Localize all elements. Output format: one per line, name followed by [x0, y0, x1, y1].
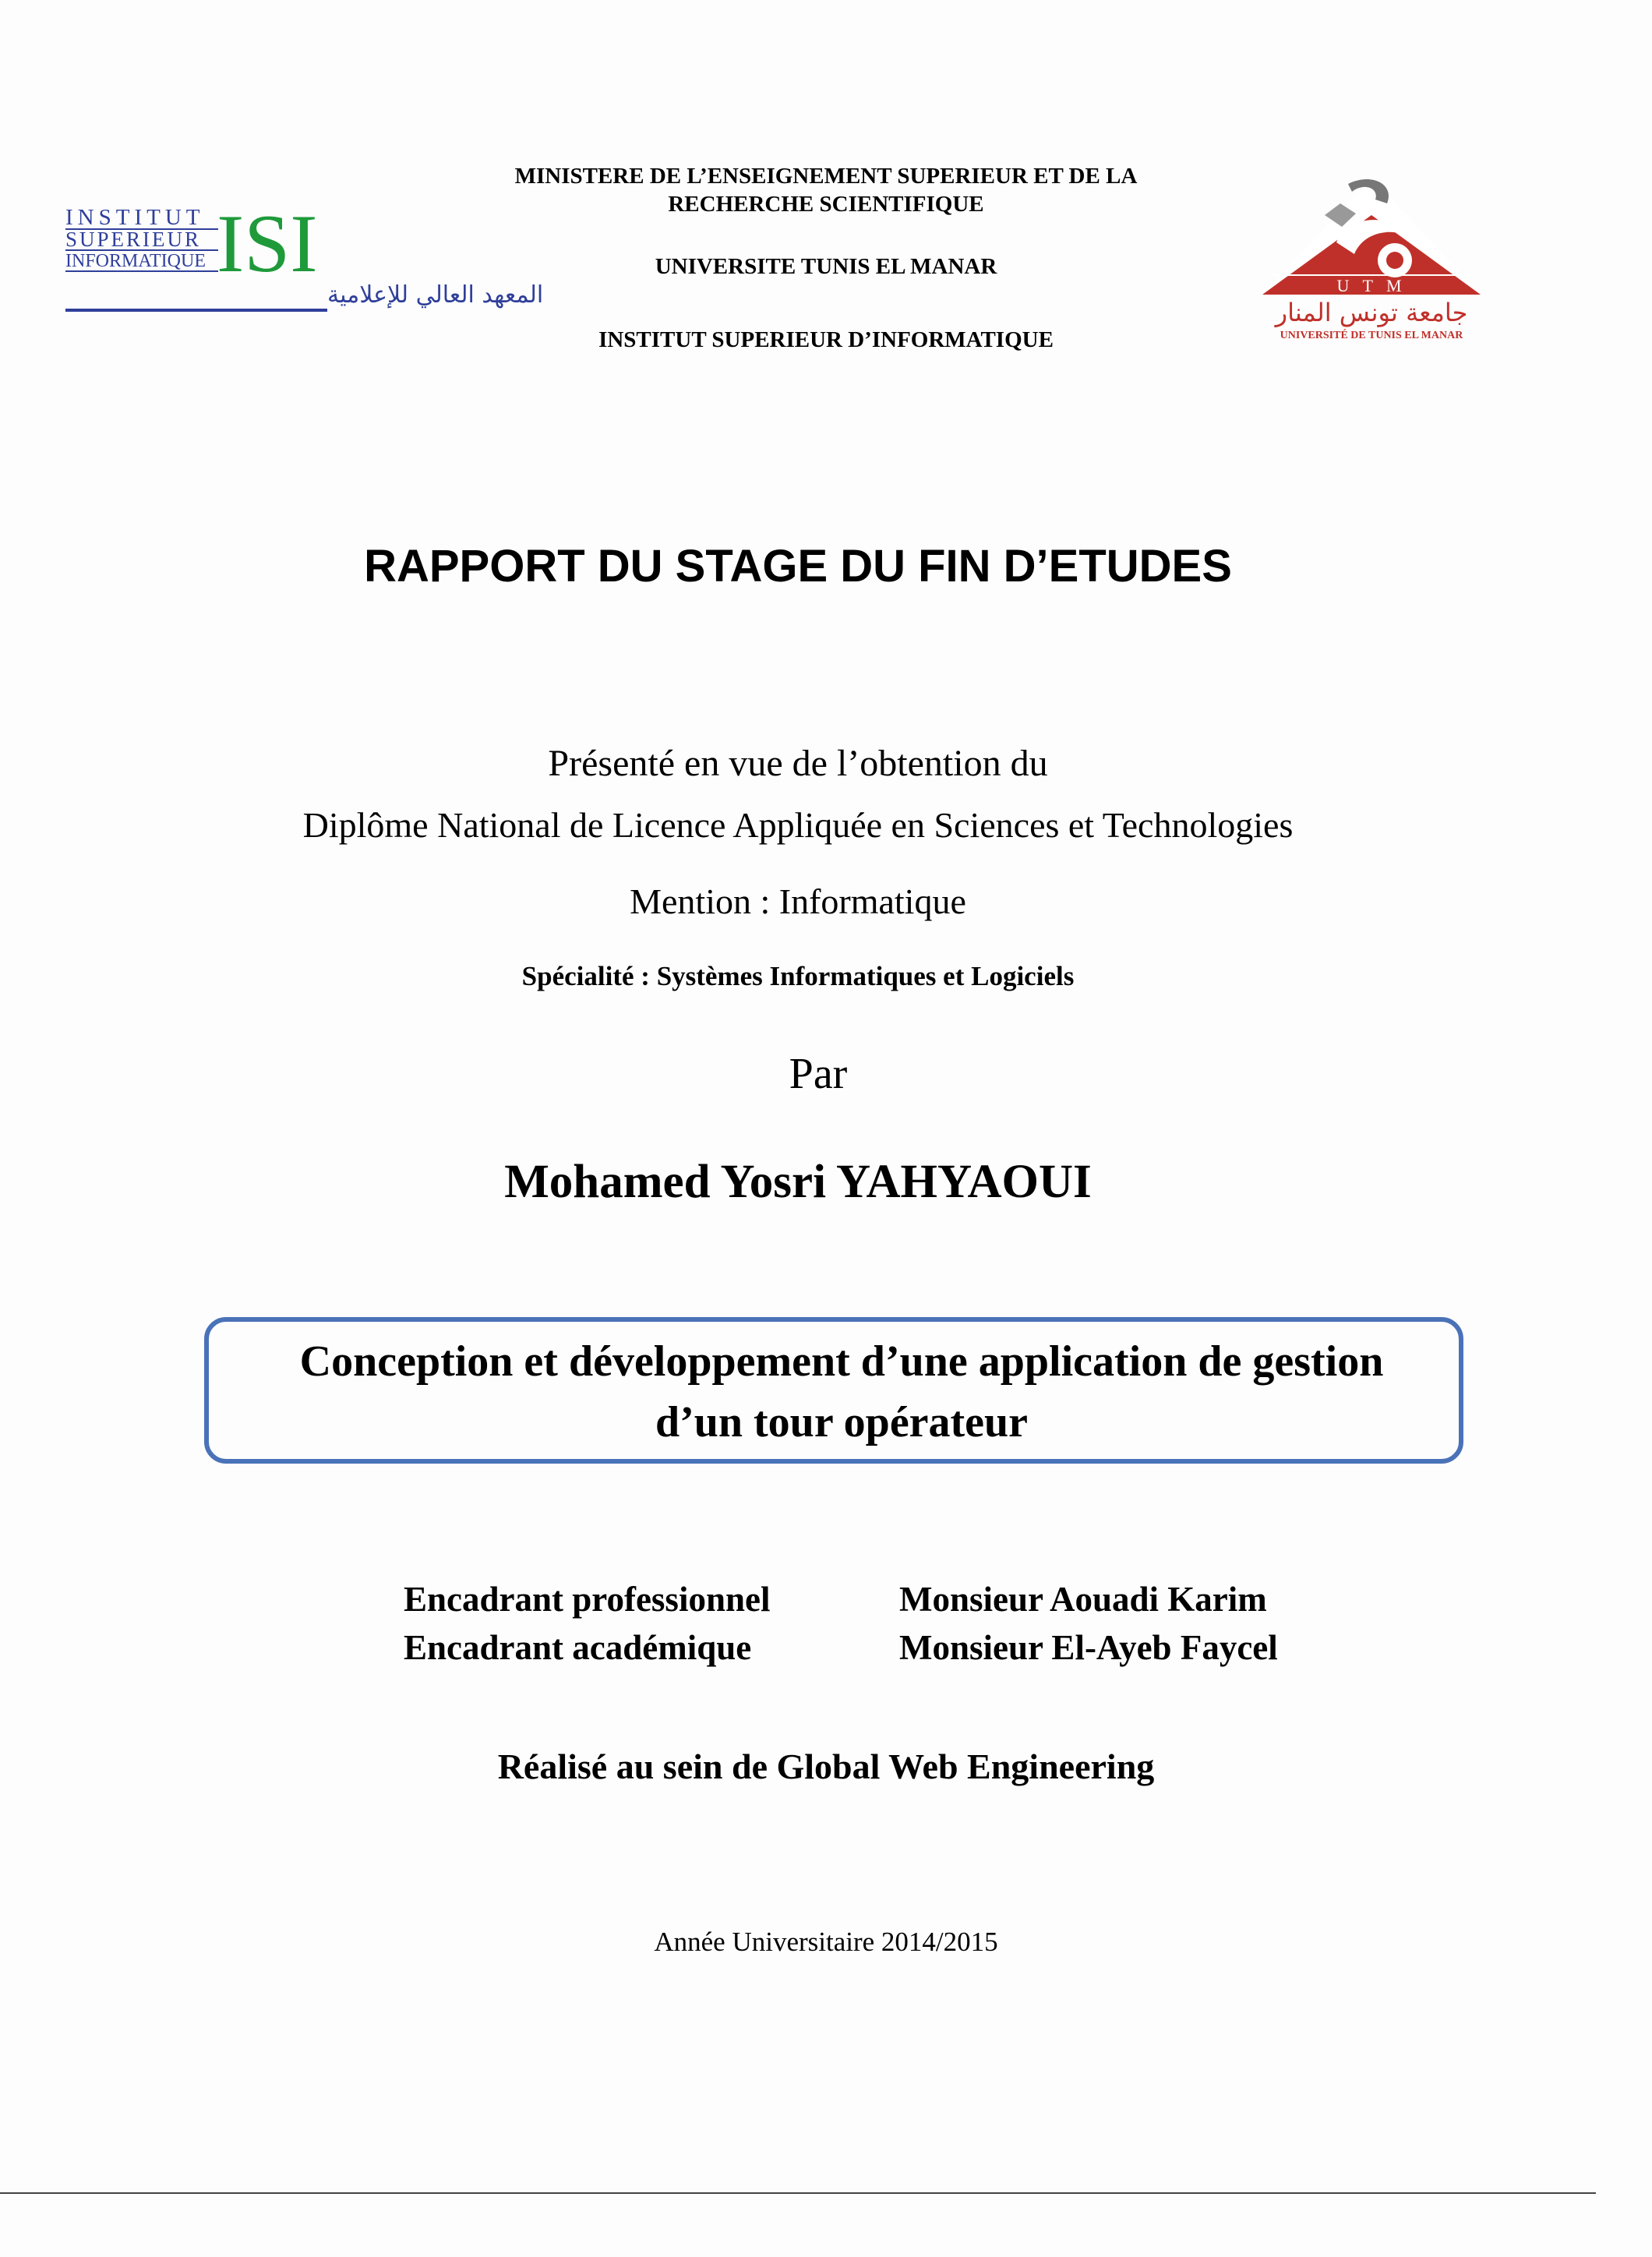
page-bottom-divider — [0, 2192, 1596, 2194]
author-name: Mohamed Yosri YAHYAOUI — [504, 1156, 1092, 1208]
presented-for-text: Présenté en vue de l’obtention du — [548, 743, 1048, 784]
ministry-line-1: MINISTERE DE L’ENSEIGNEMENT SUPERIEUR ET DE LA — [514, 164, 1138, 189]
isi-logo-line3: INFORMATIQUE — [65, 251, 206, 271]
company-text: Réalisé au sein de Global Web Engineering — [497, 1747, 1155, 1786]
isi-logo — [62, 198, 544, 318]
institute-name: INSTITUT SUPERIEUR D’INFORMATIQUE — [598, 327, 1054, 352]
mention-text: Mention : Informatique — [630, 881, 966, 921]
supervisor-role-professional: Encadrant professionnel — [404, 1580, 771, 1619]
utm-logo-arabic: جامعة تونس المنار — [1275, 298, 1468, 327]
isi-logo-line1: INSTITUT — [65, 205, 205, 230]
isi-logo-arabic: المعهد العالي للإعلامية — [327, 281, 544, 309]
utm-logo-caption: UNIVERSITÉ DE TUNIS EL MANAR — [1280, 330, 1463, 341]
isi-logo-graphic — [62, 198, 544, 318]
supervisor-name-professional: Monsieur Aouadi Karim — [899, 1580, 1267, 1619]
subject-line-1: Conception et développement d’une application de gestion — [299, 1337, 1384, 1386]
diploma-text: Diplôme National de Licence Appliquée en Sciences et Technologies — [302, 805, 1294, 845]
isi-logo-acronym: ISI — [217, 198, 318, 289]
ministry-heading — [436, 162, 1216, 218]
utm-logo-graphic — [1255, 168, 1488, 348]
par-text: Par — [789, 1050, 848, 1098]
supervisor-name-academic: Monsieur El-Ayeb Faycel — [899, 1628, 1278, 1667]
subject-line-2: d’un tour opérateur — [655, 1398, 1029, 1446]
specialty-text: Spécialité : Systèmes Informatiques et Logiciels — [521, 961, 1075, 991]
utm-logo-letters: U T M — [1336, 276, 1407, 295]
utm-logo — [1255, 168, 1488, 348]
ministry-line-2: RECHERCHE SCIENTIFIQUE — [668, 192, 984, 217]
supervisor-role-academic: Encadrant académique — [404, 1628, 752, 1667]
academic-year: Année Universitaire 2014/2015 — [654, 1927, 998, 1957]
isi-logo-line2: SUPERIEUR — [65, 228, 202, 251]
university-name: UNIVERSITE TUNIS EL MANAR — [655, 254, 997, 279]
report-title: RAPPORT DU STAGE DU FIN D’ETUDES — [364, 541, 1232, 592]
